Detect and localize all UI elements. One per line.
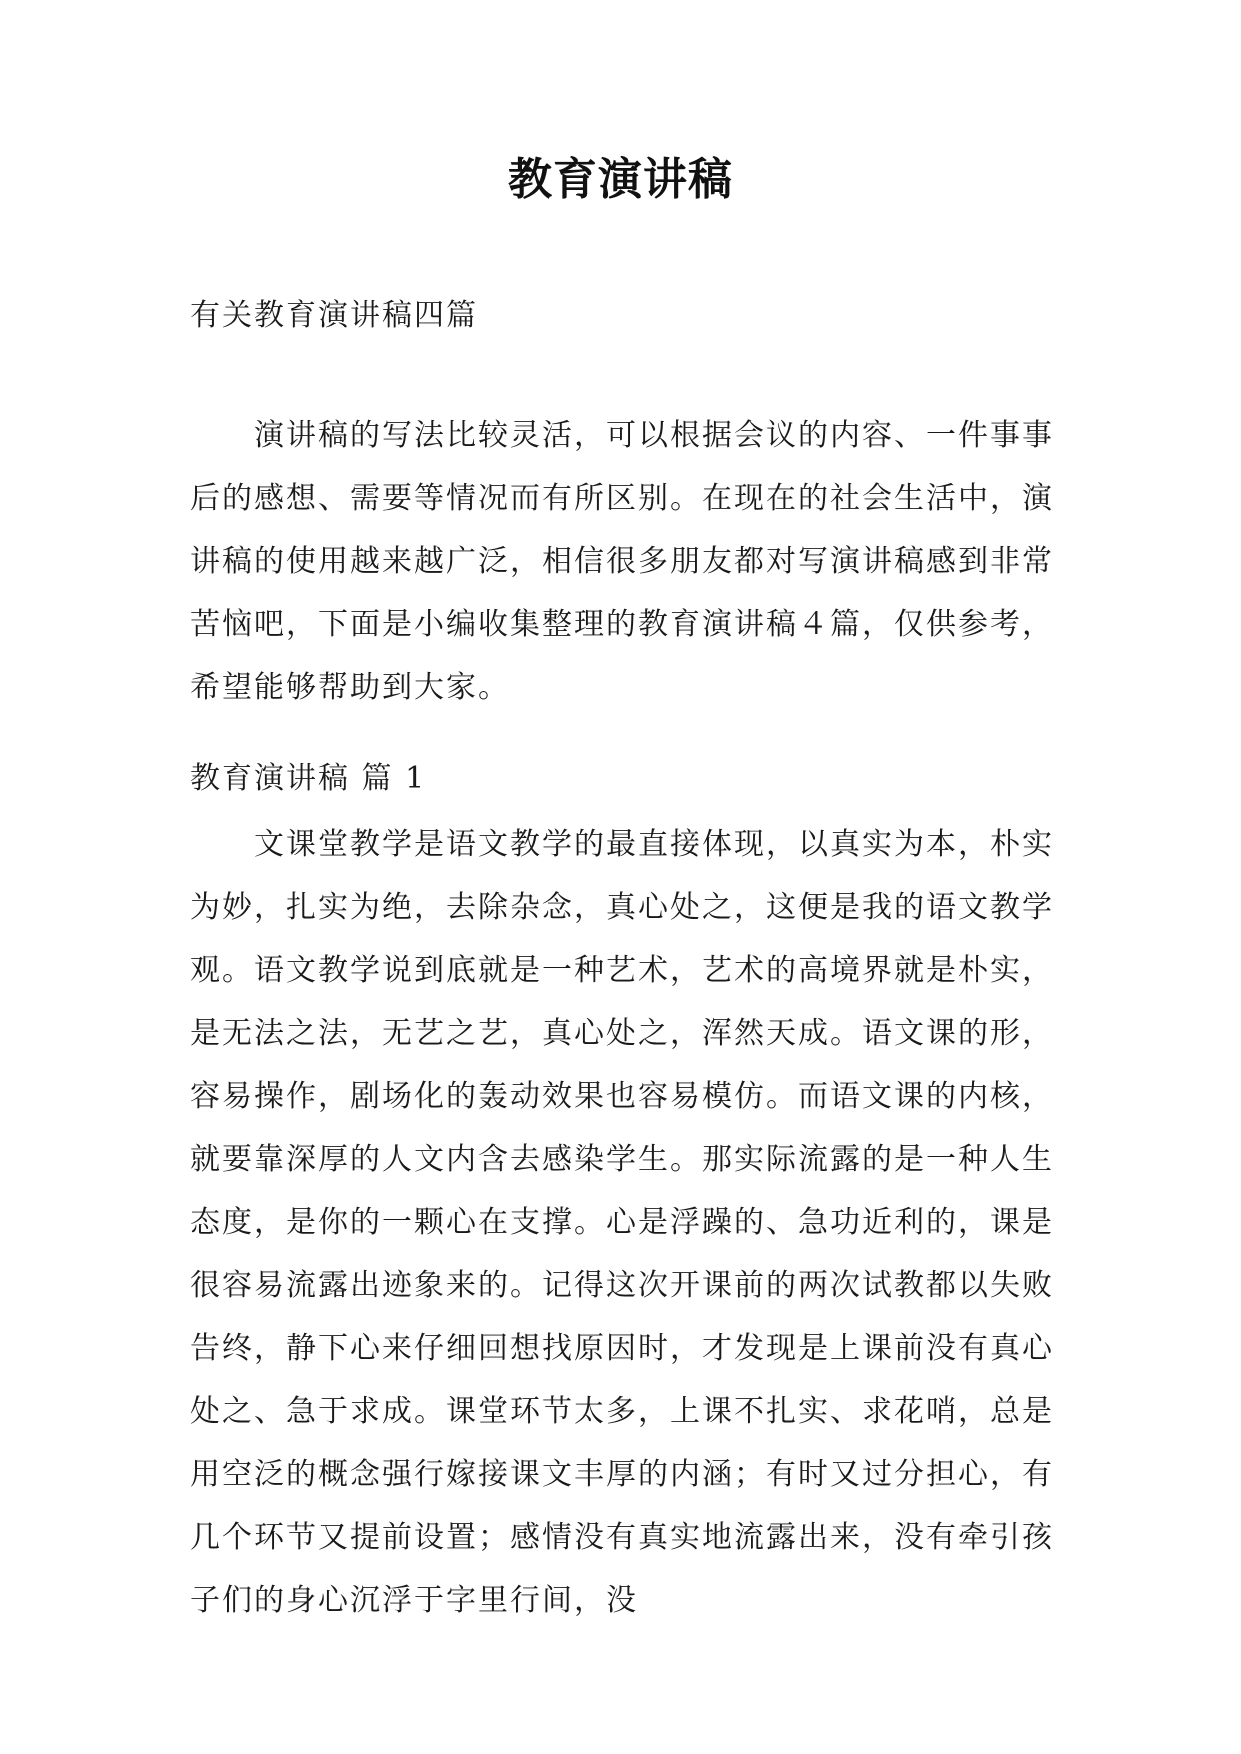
section-heading: 教育演讲稿 篇 1 — [190, 761, 427, 796]
document-title: 教育演讲稿 — [508, 154, 733, 205]
section-paragraph: 文课堂教学是语文教学的最直接体现，以真实为本，朴实为妙，扎实为绝，去除杂念，真心处之，这便是我的语文教学观。语文教学说到底就是一种艺术，艺术的高境界就是朴实，是无法之法，无艺之艺，真心处之，浑然天成。语文课的形，容易操作，剧场化的轰动效果也容易模仿。而语文课的内核，就要靠深厚的人文内含去感染学生。那实际流露的是一种人生态度，是你的一颗心在支撑。心是浮躁的、急功近利的，课是很容易流露出迹象来的。记得这次开课前的两次试教都以失败告终，静下心来仔细回想找原因时，才发现是上课前没有真心处之、急于求成。课堂环节太多，上课不扎实、求花哨，总是用空泛的概念强行嫁接课文丰厚的内涵；有时又过分担心，有几个环节又提前设置；感情没有真实地流露出来，没有牵引孩子们的身心沉浮于字里行间，没 — [190, 827, 1054, 1618]
document-subtitle: 有关教育演讲稿四篇 — [190, 298, 478, 333]
intro-paragraph: 演讲稿的写法比较灵活，可以根据会议的内容、一件事事后的感想、需要等情况而有所区别。在现在的社会生活中，演讲稿的使用越来越广泛，相信很多朋友都对写演讲稿感到非常苦恼吧，下面是小编收集整理的教育演讲稿４篇，仅供参考，希望能够帮助到大家。 — [190, 418, 1054, 705]
